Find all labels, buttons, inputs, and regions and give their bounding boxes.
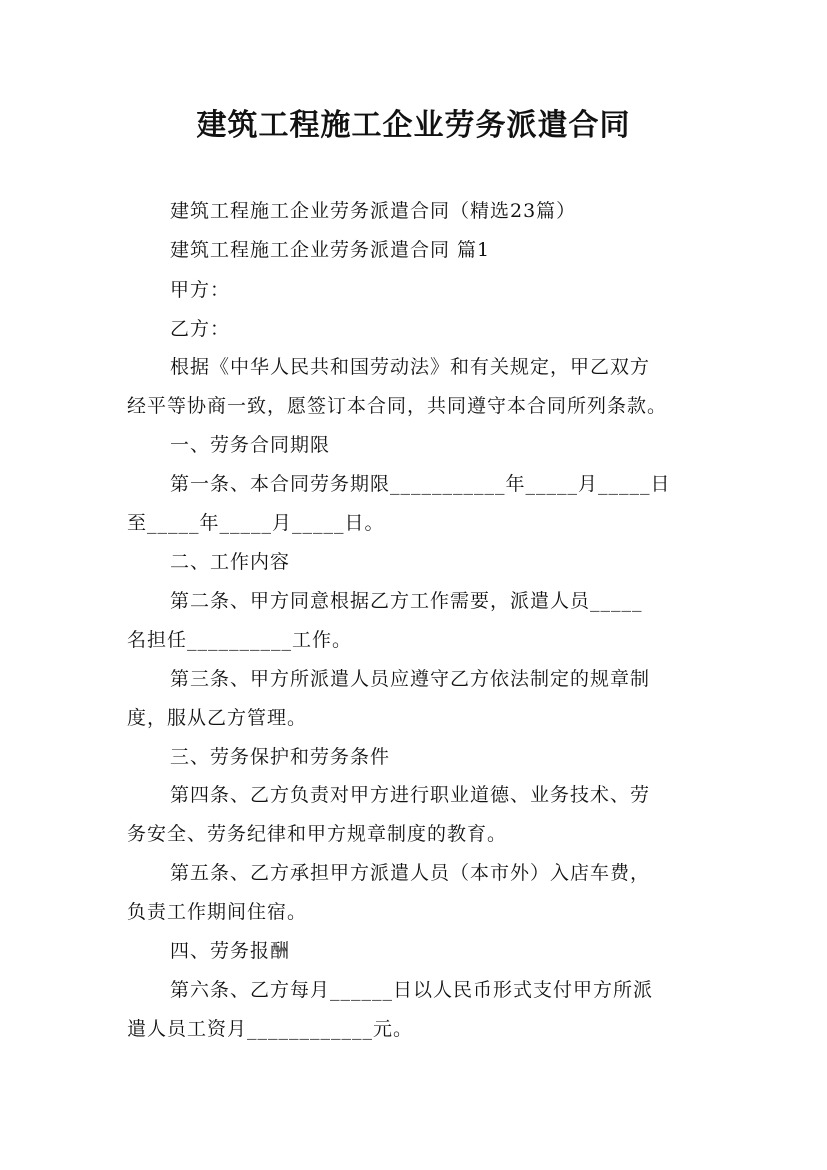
paragraph-line: 第六条、乙方每月______日以人民币形式支付甲方所派 [170, 979, 654, 1001]
clause-heading: 四、劳务报酬 [170, 940, 291, 962]
clause-heading: 三、劳务保护和劳务条件 [170, 746, 391, 768]
paragraph-line: 名担任__________工作。 [127, 629, 353, 651]
paragraph-line: 度，服从乙方管理。 [127, 707, 308, 729]
paragraph-line: 务安全、劳务纪律和甲方规章制度的教育。 [127, 823, 508, 845]
paragraph-line: 第一条、本合同劳务期限___________年_____月_____日 [170, 473, 671, 495]
subtitle-line: 建筑工程施工企业劳务派遣合同（精选23篇） [170, 200, 577, 222]
paragraph-line: 遣人员工资月____________元。 [127, 1018, 414, 1040]
paragraph-line: 负责工作期间住宿。 [127, 901, 308, 923]
section-heading-line: 建筑工程施工企业劳务派遣合同 篇1 [170, 239, 491, 261]
clause-heading: 一、劳务合同期限 [170, 434, 331, 456]
paragraph-line: 经平等协商一致，愿签订本合同，共同遵守本合同所列条款。 [127, 395, 668, 417]
party-b-line: 乙方： [170, 318, 231, 340]
paragraph-line: 至_____年_____月_____日。 [127, 512, 385, 534]
party-a-line: 甲方： [170, 279, 231, 301]
paragraph-line: 第五条、乙方承担甲方派遣人员（本市外）入店车费， [170, 862, 651, 884]
clause-heading: 二、工作内容 [170, 551, 291, 573]
document-title: 建筑工程施工企业劳务派遣合同 [196, 108, 631, 143]
paragraph-line: 根据《中华人民共和国劳动法》和有关规定，甲乙双方 [170, 356, 651, 378]
paragraph-line: 第三条、甲方所派遣人员应遵守乙方依法制定的规章制 [170, 668, 651, 690]
paragraph-line: 第二条、甲方同意根据乙方工作需要，派遣人员_____ [170, 590, 643, 612]
paragraph-line: 第四条、乙方负责对甲方进行职业道德、业务技术、劳 [170, 784, 651, 806]
